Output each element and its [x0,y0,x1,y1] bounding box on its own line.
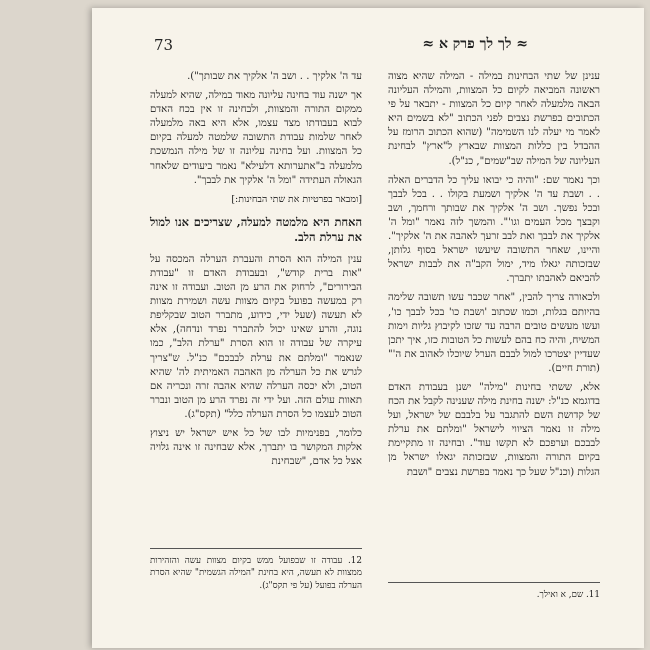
paragraph: וכך נאמר שם: "והיה כי יבואו עליך כל הדברים האלה . . ושבת עד ה' אלקיך ושמעת בקולו . . בכל לבבך ובכל נפשך. ושב ה' אלקיך את שבותך ורחמך, ושב וקבצך מכל העמים וגו'". והמשך לזה נאמר "ומל ה' אלקיך את לבבך ואת לבב זרעך לאהבה את ה' אלקיך". והיינו, שאחר התשובה שיעשו ישראל בסוף גלותן, שבזכותה יגאלו מיד, ימול הקב"ה את לבבות ישראל להביאם לאהבתו יתברך. [388,174,600,285]
paragraph: ולכאורה צריך להבין, "אחר שכבר עשו תשובה שלימה בהיותם בגלות, וכמו שכתוב 'ושבת כו' בכל לבבך כו', ועשו מעשים טובים הרבה עד שזכו לקיבוץ גליות וימות המשיח, והיה כח בהם לעשות כל הטובות כזו, איך יתכן שעדיין יצטרכו למול לבבם הערל שיוכלו לאהוב את ה'" (תורת חיים). [388,292,600,374]
footnote-left: 12. עבודה זו שבפועל ממש בקיום מצוות עשה והזהירות ממצוות לא תעשה, היא בחינת "המילה הגשמית" שהיא הסרת הערלה בפועל (על פי תקס"ג). [150,548,362,592]
paragraph: אך ישנה עוד בחינה עליונה מאוד במילה, שהיא למעלה ממקום התורה והמצוות, ולבחינה זו אין בכח האדם לבוא בעבודתו מצד עצמו, אלא היא באה מלמעלה לאחר שלמות עבודת התשובה שלמטה למעלה בקיום כל המצוות. ועל בחינה עליונה זו של מילה הנמשכת מלמעלה ב"אתערותא דלעילא" נאמר ביעודים שלאחר הגאולה העתידה "ומל ה' אלקיך את לבבך". [150,90,362,186]
paragraph: ענין המילה הוא הסרת והעברת הערלה המכסה על "אות ברית קודש", ובעבודת האדם זו "עבודת הבירורים", לרחוק את הרע מן הטוב. ועבודה זו אינה רק במעשה בפועל בקיום מצוות עשה ושמירת מצוות לא תעשה (שעל ידי, כידוע, מתברר הטוב שבקליפת נוגה, והרע שאינו יכול להתברר נפרד ונדחה), אלא עיקרה של עבודה זו הוא הסרת "ערלת הלב", כמו שנאמר "ומלתם את ערלת לבבכם" כנ"ל. ש"צריך לגרש את כל הערלה מן האהבה האמיתית לה' שהיא הטוב, ולא יכסה הערלה שהיא אהבה זרה ונכריה אם תאוות עולם הזה. ועל ידי זה נפרד הרע מן הטוב ונברר הטוב לעצמו כל הסרת הערלה כלל" (תקס"ג). [150,253,362,420]
paragraph: עד ה' אלקיך . . ושב ה' אלקיך את שבותך"). [187,71,362,82]
section-note: [ומבאר בפרטיות את שתי הבחינות:] [231,193,362,205]
right-column [388,70,600,485]
paragraph: ענינן של שתי הבחינות במילה - המילה שהיא מצוה ראשונה המביאה לקיום כל המצוות, והמילה העליונה הבאה מלמעלה לאחר קיום כל המצוות - יתבאר על פי הכתובים בפרשת נצבים לפני הכתוב "לא בשמים היא לאמר מי יעלה לנו השמימה" (שהוא הכתוב הרומז על ההבדל בין כללות המצוות שבארץ ל"ארץ" לבחינת העליונה של המילה שב"שמים", כנ"ל). [388,71,600,167]
footnote-right: 11. שם, א ואילך. [388,582,600,601]
paragraph: כלומר, בפנימיות לבו של כל איש ישראל יש ניצוץ אלקות המקושר בו יתברך, אלא שבחינה זו אינה גלויה אצל כל אדם, "שבחינת [150,427,362,468]
left-column [150,70,362,474]
section-heading: האחת היא מלמטה למעלה, שצריכים אנו למול את ערלת הלב. [150,214,362,244]
book-page [92,8,644,648]
page-number: 73 [154,36,174,54]
running-head: ≈ לך לך פרק א ≈ [422,36,528,52]
paragraph: אלא, ששתי בחינות "מילה" ישנן בעבודת האדם בדוגמא כנ"ל: ישנה בחינת מילה שענינה לקבל את הכח של קדושת השם להתגבר על בלבבם של ישראל, ועל מילה זו נאמר הציווי לישראל "ומלתם את ערלת לבבכם וערפכם לא תקשו עוד". ובחינה זו מתקיימת בקיום התורה והמצוות, שבזכותה יגאלו ישראל מן הגלות (וכנ"ל שעל כך נאמר בפרשת נצבים "ושבת [388,381,600,478]
page-header [92,36,644,60]
